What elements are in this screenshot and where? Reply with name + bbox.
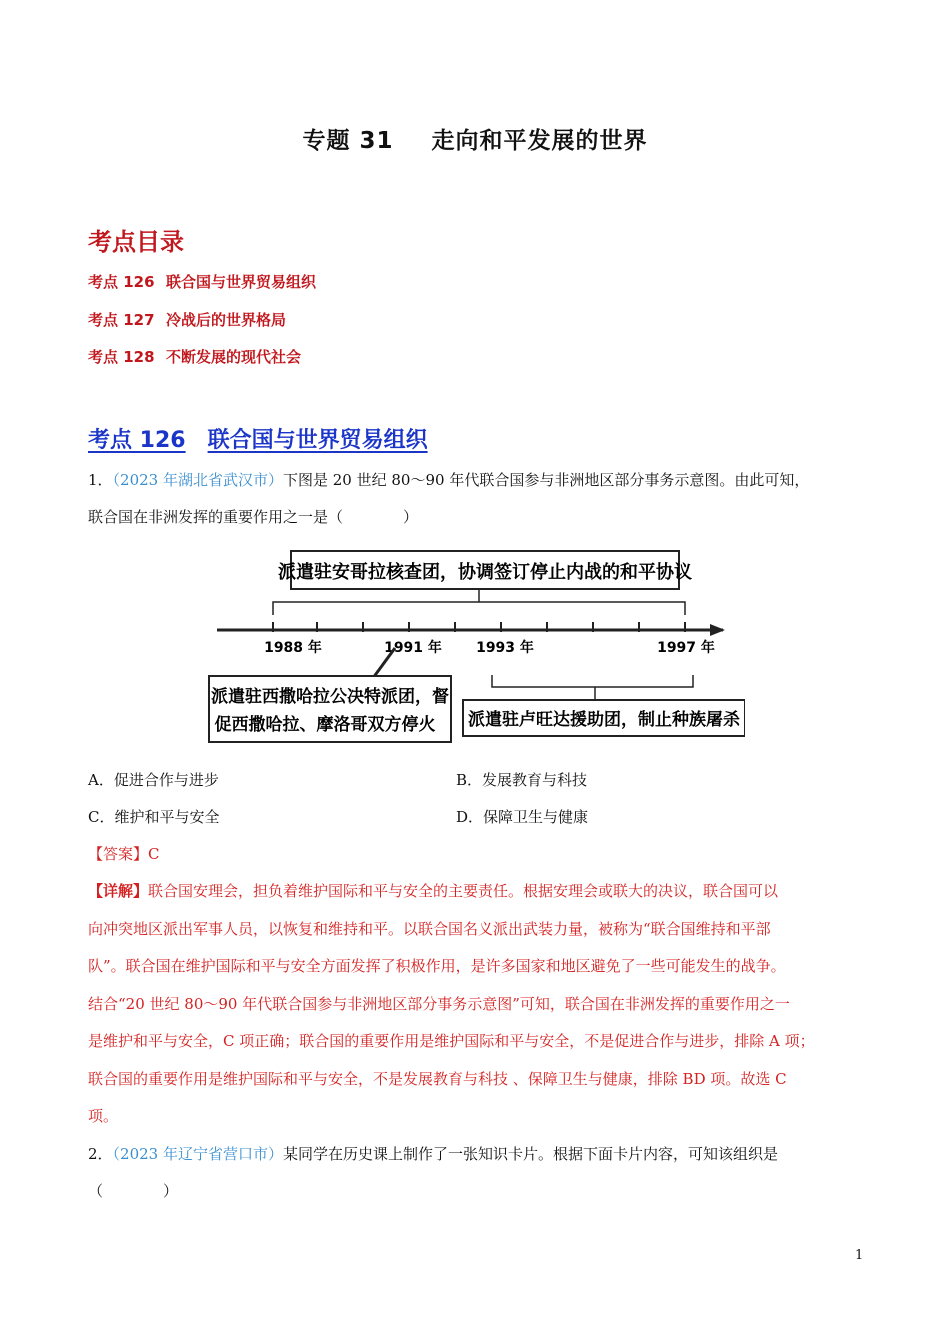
- q1-stem-line1: [88, 463, 864, 497]
- q1-detail-line: 结合“20 世纪 80～90 年代联合国参与非洲地区部分事务示意图”可知，联合国在非洲发挥的重要作用之一: [88, 995, 790, 1013]
- year-label-1997: 1997 年: [657, 640, 715, 656]
- timeline-arrow: [710, 624, 725, 636]
- detail-text: 联合国安理会，担负着维护国际和平与安全的主要责任。根据安理会或联大的决议，联合国可以: [148, 882, 779, 900]
- left-event-text-line1: 派遣驻西撒哈拉公决特派团，督: [211, 687, 449, 707]
- toc-item[interactable]: [88, 346, 301, 367]
- toc-item-label: 冷战后的世界格局: [166, 311, 287, 329]
- q1-detail-line: 是维护和平与安全，C 项正确；联合国的重要作用是维护国际和平与安全，不是促进合作与进步，排除 A 项；: [88, 1032, 815, 1050]
- toc-item[interactable]: [88, 271, 316, 292]
- toc-heading: 考点目录: [88, 228, 184, 256]
- q1-detail-line: 项。: [88, 1107, 119, 1125]
- section-number: 考点 126: [88, 428, 186, 453]
- toc-item-number: 考点 127: [88, 311, 155, 329]
- answer-value: C: [148, 845, 160, 863]
- q1-option-a[interactable]: A．促进合作与进步: [88, 771, 219, 789]
- detail-label: 【详解】: [88, 882, 149, 900]
- q1-option-c[interactable]: C．维护和平与安全: [88, 808, 220, 826]
- right-event-text: 派遣驻卢旺达援助团，制止种族屠杀: [468, 710, 740, 730]
- timeline-figure: [205, 540, 745, 750]
- q1-detail-line: 联合国的重要作用是维护国际和平与安全，不是发展教育与科技 、保障卫生与健康，排除 BD 项。故选 C: [88, 1070, 787, 1088]
- top-event-text: 派遣驻安哥拉核查团，协调签订停止内战的和平协议: [278, 562, 692, 583]
- toc-item-number: 考点 126: [88, 273, 155, 291]
- answer-label: 【答案】: [88, 845, 149, 863]
- q1-stem-line2: 联合国在非洲发挥的重要作用之一是（ ）: [88, 508, 419, 526]
- top-bracket: [273, 602, 685, 615]
- year-label-1991: 1991 年: [384, 640, 442, 656]
- toc-item-number: 考点 128: [88, 348, 155, 366]
- toc-item[interactable]: [88, 309, 286, 330]
- lower-bracket: [492, 675, 693, 687]
- q2-stem-text: 某同学在历史课上制作了一张知识卡片。根据下面卡片内容，可知该组织是: [283, 1145, 779, 1163]
- q1-option-b[interactable]: B．发展教育与科技: [456, 771, 588, 789]
- topic-name: 走向和平发展的世界: [431, 128, 648, 154]
- toc-item-label: 联合国与世界贸易组织: [166, 273, 317, 291]
- q2-stem-line2: （ ）: [88, 1182, 179, 1200]
- page-number: 1: [855, 1248, 864, 1263]
- topic-number: 专题 31: [302, 128, 394, 154]
- q2-source: （2023 年辽宁省营口市）: [112, 1145, 283, 1163]
- q1-detail-line: 向冲突地区派出军事人员，以恢复和维持和平。以联合国名义派出武装力量，被称为“联合国维持和平部: [88, 920, 771, 938]
- q1-detail-line: 队”。联合国在维护国际和平与安全方面发挥了积极作用，是许多国家和地区避免了一些可能发生的战争。: [88, 957, 786, 975]
- q1-option-d[interactable]: D．保障卫生与健康: [456, 808, 589, 826]
- q1-detail-line: [88, 874, 864, 908]
- left-event-text-line2: 促西撒哈拉、摩洛哥双方停火: [214, 715, 436, 735]
- q2-number: 2．: [88, 1145, 113, 1163]
- page-title: [0, 122, 950, 155]
- q2-stem-line1: [88, 1137, 864, 1171]
- q1-answer: [88, 837, 864, 871]
- toc-item-label: 不断发展的现代社会: [166, 348, 302, 366]
- year-label-1993: 1993 年: [476, 640, 534, 656]
- q1-number: 1．: [88, 471, 113, 489]
- section-heading[interactable]: [88, 423, 428, 454]
- year-label-1988: 1988 年: [264, 640, 322, 656]
- q1-source: （2023 年湖北省武汉市）: [112, 471, 283, 489]
- q1-stem-text: 下图是 20 世纪 80～90 年代联合国参与非洲地区部分事务示意图。由此可知，: [283, 471, 810, 489]
- section-label: 联合国与世界贸易组织: [207, 428, 428, 453]
